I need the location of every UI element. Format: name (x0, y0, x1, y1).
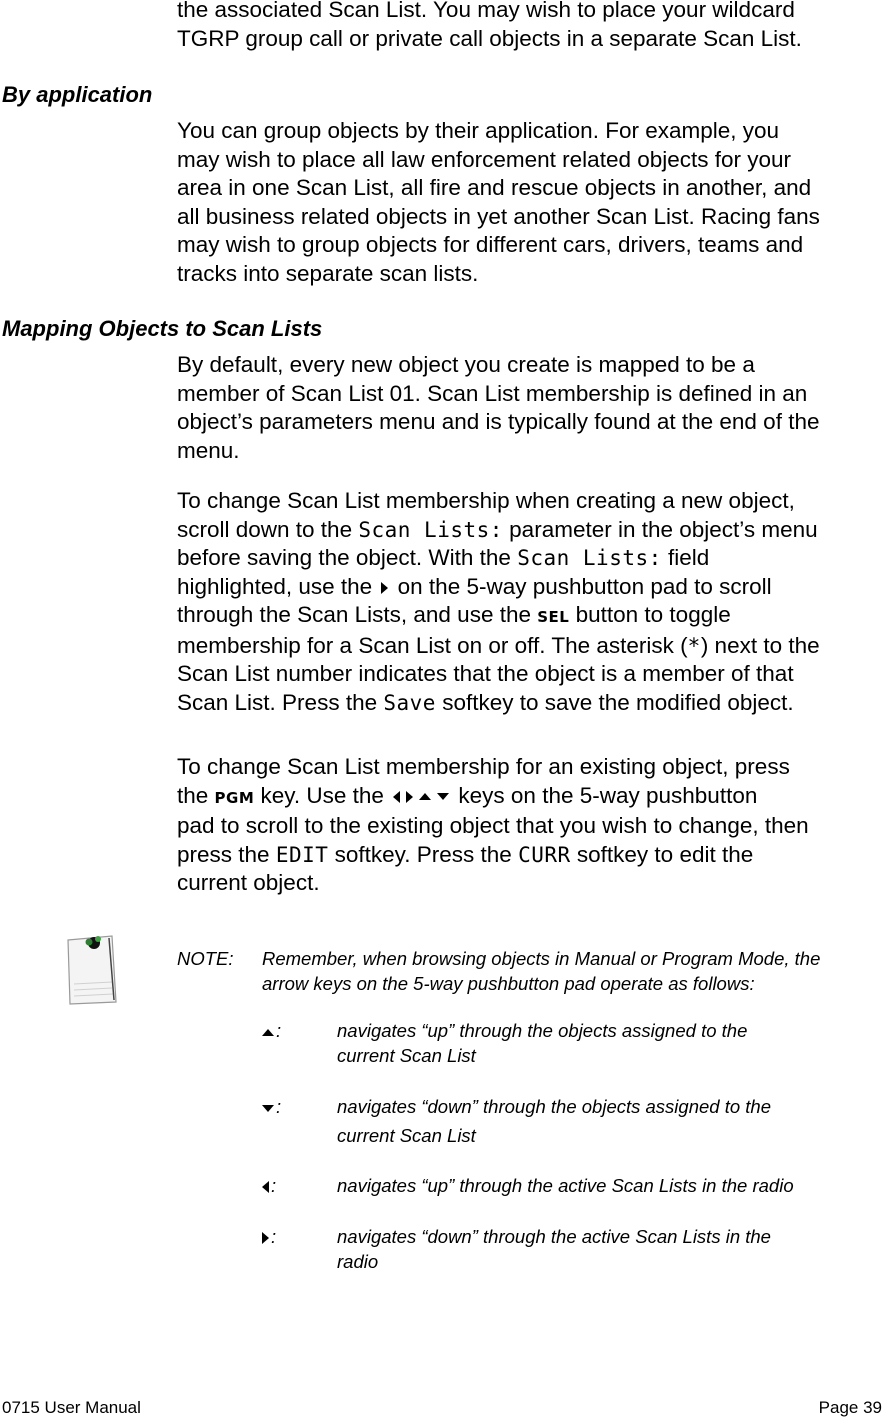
section-heading-mapping: Mapping Objects to Scan Lists (2, 316, 323, 341)
note-line: navigates “down” through the objects assigned to the (337, 1096, 772, 1117)
note-line: arrow keys on the 5-way pushbutton pad operate as follows: (262, 973, 755, 994)
left-arrow-icon (262, 1181, 269, 1193)
text-line: all business related objects in yet another Scan List. Racing fans (177, 203, 820, 229)
text-fragment: scroll down to the (177, 516, 359, 542)
note-line: Remember, when browsing objects in Manual or Program Mode, the (262, 948, 821, 969)
text-line: area in one Scan List, all fire and rescue objects in another, and (177, 175, 812, 200)
section-heading-by-application: By application (2, 82, 153, 107)
text-line: tracks into separate scan lists. (177, 260, 479, 286)
note-item-up-text (337, 1018, 747, 1068)
note-line: navigates “up” through the objects assigned to the (337, 1020, 748, 1041)
mapping-paragraph-3 (177, 753, 893, 898)
sel-key-label: SEL (537, 608, 570, 626)
intro-paragraph (177, 0, 893, 53)
note-line: radio (337, 1251, 379, 1272)
note-text (262, 946, 820, 996)
right-arrow-icon (406, 791, 413, 803)
text-fragment: parameter in the object’s menu (502, 516, 818, 542)
note-line: navigates “up” through the active Scan Lists in the radio (337, 1175, 794, 1196)
text-line: pad to scroll to the existing object that you wish to change, then (177, 813, 809, 838)
note-line: current Scan List (337, 1125, 476, 1146)
lcd-edit-softkey-label: EDIT (275, 842, 329, 867)
text-line (177, 841, 893, 870)
lcd-curr-softkey-label: CURR (518, 842, 571, 867)
lcd-scan-lists-label: Scan Lists: (358, 517, 503, 542)
asterisk-symbol: * (687, 633, 701, 658)
text-line (177, 573, 893, 602)
note-line: navigates “down” through the active Scan Lists in the (337, 1226, 771, 1247)
footer-page-number: Page 39 (818, 1398, 882, 1417)
text-fragment: softkey. Press the (328, 841, 519, 867)
pgm-key-label: PGM (214, 788, 255, 807)
up-arrow-icon (262, 1029, 274, 1036)
text-fragment: softkey to save the modified object. (435, 689, 794, 715)
text-line: menu. (177, 437, 240, 463)
text-fragment: press the (177, 841, 276, 867)
note-colon: : (271, 1175, 277, 1196)
note-paper-icon (62, 928, 122, 1008)
note-item-right-text (337, 1224, 771, 1274)
footer-manual-title: 0715 User Manual (2, 1398, 141, 1417)
text-fragment: key. Use the (254, 782, 391, 808)
text-fragment: the (177, 782, 215, 808)
text-line: the associated Scan List. You may wish to place your wildcard (177, 0, 795, 22)
text-line: To change Scan List membership when creating a new object, (177, 488, 795, 513)
text-fragment: softkey to edit the (570, 841, 754, 867)
note-line: current Scan List (337, 1045, 476, 1066)
text-line (177, 689, 893, 718)
left-arrow-icon (393, 791, 400, 803)
lcd-save-softkey-label: Save (383, 690, 436, 715)
lcd-scan-lists-label: Scan Lists: (517, 546, 662, 570)
text-fragment: field (661, 545, 710, 570)
note-item-down-text (337, 1094, 771, 1148)
text-fragment: highlighted, use the (177, 573, 379, 599)
text-fragment: Scan List. Press the (177, 689, 384, 715)
note-item-up (262, 1018, 281, 1043)
up-arrow-icon (419, 793, 431, 800)
text-line (177, 516, 893, 545)
right-arrow-icon (381, 582, 388, 594)
text-line: may wish to place all law enforcement related objects for your (177, 146, 792, 172)
text-line: object’s parameters menu and is typically found at the end of the (177, 409, 820, 434)
text-fragment: button to toggle (569, 602, 731, 627)
note-item-left (262, 1173, 276, 1198)
mapping-paragraph-1 (177, 351, 893, 465)
note-colon: : (271, 1226, 277, 1247)
text-fragment: ) next to the (700, 632, 820, 658)
text-fragment: before saving the object. With the (177, 545, 518, 570)
down-arrow-icon (437, 793, 449, 800)
note-label: NOTE: (177, 948, 234, 969)
text-line: TGRP group call or private call objects in a separate Scan List. (177, 25, 802, 51)
text-line (177, 782, 893, 813)
text-line: You can group objects by their application. For example, you (177, 118, 780, 143)
note-item-down (262, 1094, 281, 1119)
text-fragment: keys on the 5-way pushbutton (452, 782, 758, 808)
text-line (177, 544, 893, 573)
by-application-paragraph (177, 117, 893, 288)
text-fragment: on the 5-way pushbutton pad to scroll (391, 573, 772, 599)
text-line: member of Scan List 01. Scan List membership is defined in an (177, 380, 808, 406)
mapping-paragraph-2 (177, 487, 893, 717)
text-line: To change Scan List membership for an existing object, press (177, 754, 790, 779)
note-item-right (262, 1224, 276, 1249)
text-fragment: through the Scan Lists, and use the (177, 602, 538, 627)
text-line: current object. (177, 870, 320, 895)
note-colon: : (276, 1020, 282, 1041)
text-line: By default, every new object you create is mapped to be a (177, 352, 755, 377)
note-item-left-text (337, 1173, 794, 1198)
text-fragment: membership for a Scan List on or off. The asterisk ( (177, 632, 688, 658)
text-line: Scan List number indicates that the object is a member of that (177, 661, 794, 686)
text-line: may wish to group objects for different cars, drivers, teams and (177, 232, 804, 257)
right-arrow-icon (262, 1232, 269, 1244)
down-arrow-icon (262, 1105, 274, 1112)
text-line (177, 632, 893, 661)
text-line (177, 601, 893, 632)
note-colon: : (276, 1096, 282, 1117)
